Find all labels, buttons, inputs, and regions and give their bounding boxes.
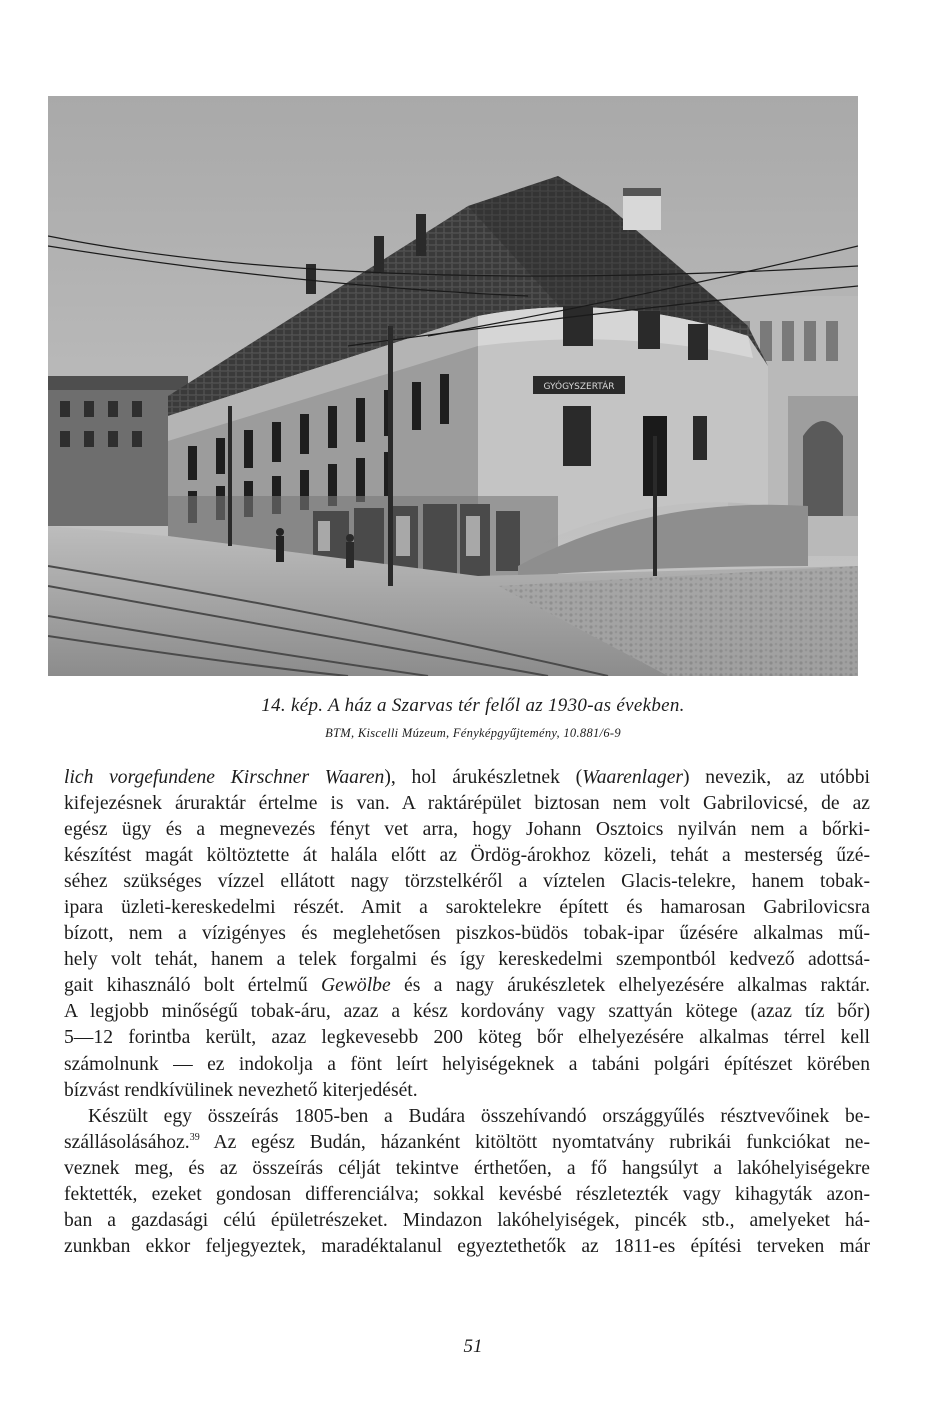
text-line: A legjobb minőségű tobak-áru, azaz a kész kordovány vagy szattyán kötege (azaz tíz bőr) bbox=[64, 1001, 870, 1023]
text-line: bízvást rendkívülinek nevezhető kiterjedését. bbox=[64, 1079, 418, 1101]
text-line: veznek meg, és az összeírás célját tekintve érthetően, a fő hangsúlyt a lakóhelyiségekre bbox=[64, 1157, 870, 1179]
text-line: zunkban ekkor feljegyeztek, maradéktalanul egyeztethetők az 1811-es építési terveken már bbox=[64, 1235, 870, 1257]
text-line: lich vorgefundene Kirschner Waaren), hol árukészletnek (Waarenlager) nevezik, az utóbbi bbox=[64, 767, 871, 788]
text-line: készítést magát költöztette át halála előtt az Ördög-árokhoz közeli, tehát a mesterség űzé- bbox=[64, 845, 870, 867]
text-line: 5—12 forintba került, azaz legkevesebb 200 köteg bőr elhelyezésére alkalmas térrel kell bbox=[64, 1027, 870, 1049]
paragraph-2 bbox=[64, 1104, 870, 1260]
paragraph-1 bbox=[64, 765, 870, 1104]
text-line: ban a gazdasági célú épületrészeket. Mindazon lakóhelyiségek, pincék stb., amelyeket há- bbox=[64, 1209, 870, 1231]
body-text bbox=[64, 765, 870, 1260]
text-line: fektették, ezeket gondosan differenciálva; sokkal kevésbé részletezték vagy kihagyták azon- bbox=[64, 1183, 870, 1205]
figure-caption: 14. kép. A ház a Szarvas tér felől az 1930-as években. bbox=[261, 695, 685, 716]
shop-sign-text: GYÓGYSZERTÁR bbox=[543, 382, 615, 392]
text-line: hely volt tehát, hanem a telek forgalmi és így kereskedelmi szempontból kedvező adottsá- bbox=[64, 949, 870, 971]
text-line: számolnunk — ez indokolja a fönt leírt helyiségeknek a tabáni polgári építészet körében bbox=[64, 1053, 870, 1075]
footnote-ref[interactable]: 39 bbox=[189, 1131, 200, 1143]
text-line: kifejezésnek áruraktár értelme is van. A raktárépület biztosan nem volt Gabrilovicsé, de az bbox=[64, 793, 870, 815]
text-line: egész ügy és a megnevezés fényt vet arra, hogy Johann Osztoics nyilván nem a bőrki- bbox=[64, 819, 870, 841]
text-line: gait kihasználó bolt értelmű Gewölbe és a nagy árukészletek elhelyezésére alkalmas raktár. bbox=[64, 975, 870, 997]
text-line: séhez szükséges vízzel ellátott nagy törzstelkéről a víztelen Glacis-telekre, hanem tobak- bbox=[64, 871, 870, 893]
historical-photograph bbox=[48, 96, 858, 676]
photo-illustration bbox=[48, 96, 858, 676]
text-line: szállásolásához.$^{39}$ Az egész Budán, házanként kitöltött nyomtatvány rubrikái funkciókat ne- bbox=[64, 1131, 870, 1153]
text-line: bízott, nem a vízigényes és meglehetősen piszkos-büdös tobak-ipar űzésére alkalmas mű- bbox=[64, 923, 870, 945]
text-line: ipara üzleti-kereskedelmi részét. Amit a saroktelekre épített és hamarosan Gabrilovicsra bbox=[64, 897, 870, 919]
text-line: Készült egy összeírás 1805-ben a Budára összehívandó országgyűlés résztvevőinek be- bbox=[88, 1105, 870, 1127]
figure-credit: BTM, Kiscelli Múzeum, Fényképgyűjtemény, 10.881/6-9 bbox=[325, 726, 621, 740]
page-number: 51 bbox=[463, 1336, 483, 1357]
